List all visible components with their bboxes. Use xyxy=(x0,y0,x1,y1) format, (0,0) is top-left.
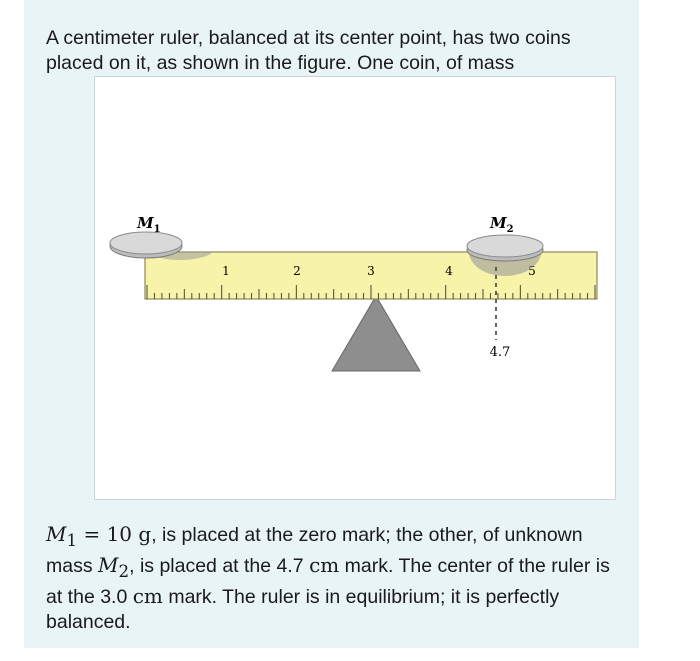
ruler-number-2: 2 xyxy=(293,264,301,278)
coin-m1-label: $M_1$ xyxy=(137,214,161,235)
equals-sign: = xyxy=(77,522,107,546)
unit-cm-2: cm xyxy=(132,584,163,608)
coin-m2-label: $M_2$ xyxy=(490,214,514,235)
ruler-number-1: 1 xyxy=(222,264,230,278)
marker-label: 4.7 xyxy=(489,345,511,360)
balance-figure xyxy=(95,77,617,501)
text-after-m2: , is placed at the 4.7 xyxy=(129,555,310,577)
ruler-number-4: 4 xyxy=(445,264,453,278)
ruler-number-5: 5 xyxy=(528,264,536,278)
problem-intro: A centimeter ruler, balanced at its center point, has two coins placed on it, as shown in the figure. One coin, of mass xyxy=(46,27,571,74)
problem-body xyxy=(46,522,626,635)
ruler-number-3: 3 xyxy=(367,264,375,278)
fulcrum-triangle xyxy=(332,296,420,371)
text-after-m1: , is placed at the zero mark; the other, of unknown mass xyxy=(46,524,583,577)
m1-value: 10 g xyxy=(106,522,152,546)
text-after-mark: mark. The center of the ruler is at the 3.0 xyxy=(46,555,610,608)
m2-symbol: $M_2$ xyxy=(98,553,130,581)
m1-symbol: $M_1$ xyxy=(46,522,78,550)
text-end: mark. The ruler is in equilibrium; it is perfectly balanced. xyxy=(46,586,560,633)
unit-cm-1: cm xyxy=(309,553,340,577)
figure-box xyxy=(94,76,616,500)
coin-m1 xyxy=(110,232,213,260)
